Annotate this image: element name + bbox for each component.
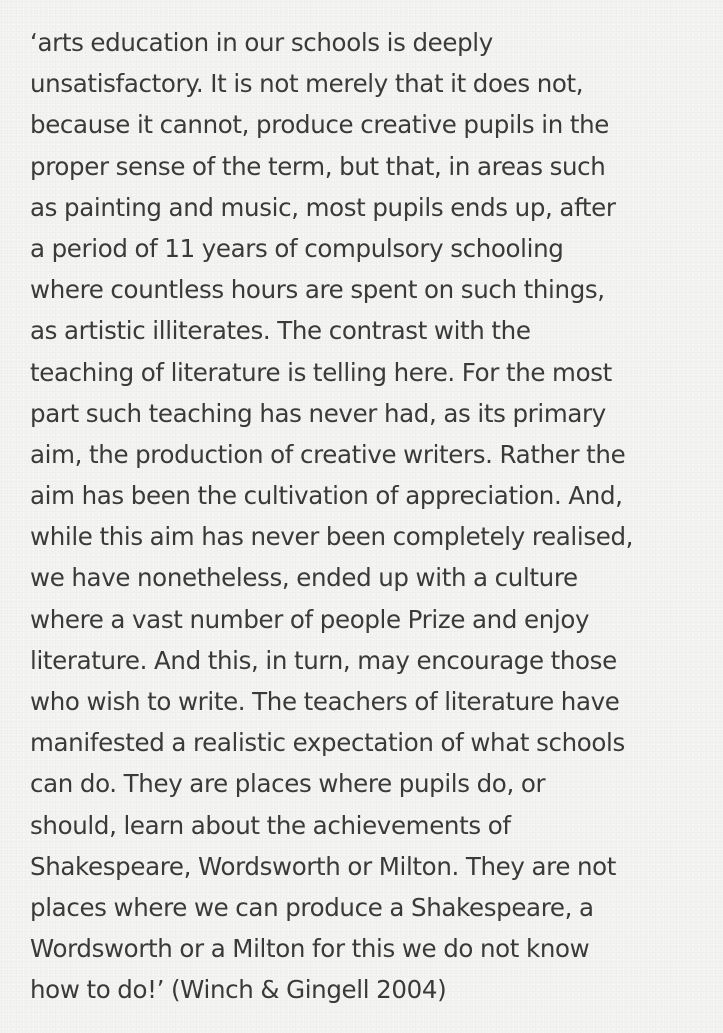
text-line: a period of 11 years of compulsory schooling xyxy=(30,233,564,263)
text-line: while this aim has never been completely realised, xyxy=(30,522,634,552)
text-line: as artistic illiterates. The contrast with the xyxy=(30,316,531,346)
text-line: how to do!’ (Winch & Gingell 2004) xyxy=(30,975,447,1005)
text-line: Shakespeare, Wordsworth or Milton. They are not xyxy=(30,851,617,881)
text-line: unsatisfactory. It is not merely that it does not, xyxy=(30,69,584,99)
text-line: Wordsworth or a Milton for this we do not know xyxy=(30,934,590,964)
text-line: can do. They are places where pupils do, or xyxy=(30,769,546,799)
text-line: proper sense of the term, but that, in areas such xyxy=(30,151,606,181)
text-line: because it cannot, produce creative pupils in the xyxy=(30,110,610,140)
text-line: aim has been the cultivation of appreciation. And, xyxy=(30,481,623,511)
quote-text xyxy=(30,22,714,1011)
text-line: ‘arts education in our schools is deeply xyxy=(30,28,493,57)
text-line: manifested a realistic expectation of what schools xyxy=(30,728,625,758)
text-line: should, learn about the achievements of xyxy=(30,810,511,840)
note-page xyxy=(30,22,714,1011)
text-line: where a vast number of people Prize and enjoy xyxy=(30,604,590,634)
text-line: aim, the production of creative writers. Rather the xyxy=(30,439,626,469)
text-line: where countless hours are spent on such things, xyxy=(30,275,605,305)
text-line: literature. And this, in turn, may encourage those xyxy=(30,645,617,675)
text-line: who wish to write. The teachers of literature have xyxy=(30,687,620,716)
text-line: places where we can produce a Shakespeare, a xyxy=(30,892,594,922)
text-line: we have nonetheless, ended up with a culture xyxy=(30,563,578,593)
text-line: as painting and music, most pupils ends up, after xyxy=(30,192,616,222)
text-line: part such teaching has never had, as its primary xyxy=(30,398,606,428)
text-line: teaching of literature is telling here. For the most xyxy=(30,357,612,387)
